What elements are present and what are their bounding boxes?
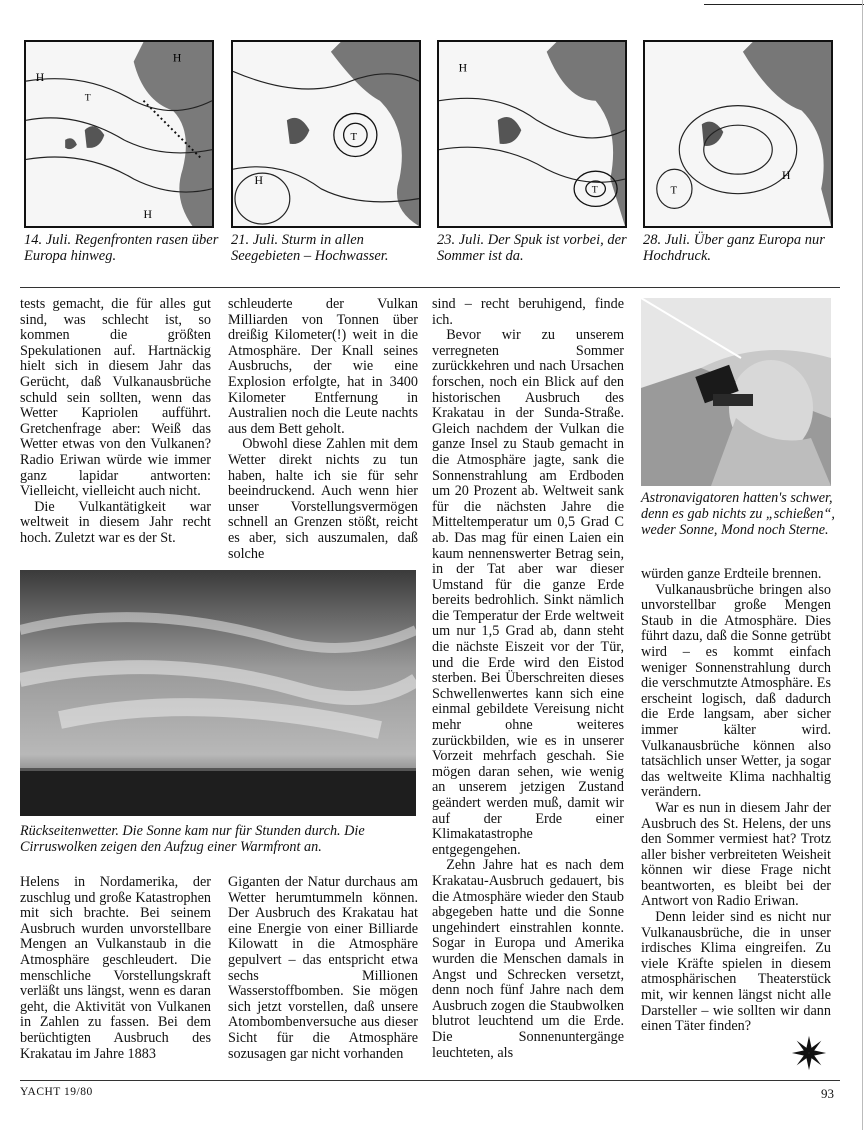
map-caption-4: 28. Juli. Über ganz Europa nur Hochdruck.: [643, 232, 825, 264]
svg-text:H: H: [172, 51, 182, 65]
weather-map-july-14: [24, 40, 214, 228]
paragraph: War es nun in diesem Jahr der Ausbruch des St. Helens, der uns den Sommer vermiest hat? Trotz aller bisher verbreiteten Weisheit können wir diese Frage nicht beantworten, es bleibt bei der Antwort von Radio Eriwan.: [641, 799, 831, 910]
starburst-logo-icon: [790, 1034, 828, 1072]
paragraph: Bevor wir zu unserem verregneten Sommer zurückkehren und nach Ursachen forschen, noch ein Blick auf den historischen Ausbruch des Krakatau in der Sunda-Straße. Gleich nachdem der Vulkan die ganze Insel zu Staub gemacht in die Atmosphäre jagte, sank die Sonnenstrahlung am Erdboden um 20 Prozent ab. Weltweit sank für die nächsten Jahre die Mitteltemperatur um 0,5 Grad C ab. Das mag für einen Laien ein kaum nennenswerter Betrag sein, in der Tat aber war dieser Umstand für die ganze Erde bereits bedrohlich. Sinkt nämlich die Temperatur der Erde weltweit um nur 1,5 Grad ab, dann steht die nächste Eiszeit vor der Tür, und die Erde wird den Eistod sterben. Bei Überschreiten dieses Schwellenwertes kann sich eine einmal gebildete Vereisung nicht mehr ohne weiteres zurückbilden, wie es in unserer Vorzeit mehrfach geschah. Sie mögen daran sehen, wie wenig an unserem jetzigen Zustand geändert werden muß, damit wir auf der Erde einer Klimakatastrophe entgegengehen.: [432, 327, 624, 858]
svg-text:T: T: [84, 92, 91, 104]
sky-photo-caption: Rückseitenwetter. Die Sonne kam nur für Stunden durch. Die Cirruswolken zeigen den Aufzug einer Warmfront an.: [20, 823, 365, 855]
paragraph: würden ganze Erdteile brennen.: [641, 566, 822, 582]
map-caption-1: 14. Juli. Regenfronten rasen über Europa hinweg.: [24, 232, 219, 264]
svg-text:H: H: [143, 208, 152, 222]
paragraph: sind – recht beruhigend, finde ich.: [432, 296, 624, 328]
svg-text:H: H: [35, 71, 45, 85]
column-2-bottom: [228, 875, 418, 1062]
map-caption-2: 21. Juli. Sturm in allen Seegebieten – Hochwasser.: [231, 232, 389, 264]
paragraph: Zehn Jahre hat es nach dem Krakatau-Ausbruch gedauert, bis die Atmosphäre wieder den Staub abgegeben hatte und die Sonne ungehindert einstrahlen konnte. Sogar in Europa und Amerika wurden die Menschen damals in Angst und Schrecken versetzt, denn noch fünf Jahre nach dem Ausbruch zogen die Staubwolken blutrot leuchtend um die Erde. Die Sonnenuntergänge leuchteten, als: [432, 857, 624, 1061]
paragraph: Denn leider sind es nicht nur Vulkanausbrüche, die in unser irdisches Klima eingreifen. Zu viele Kräfte spielen in diesem atmosphärischen Theaterstück mit, wir kennen längst nicht alle Darsteller – wie sollten wir dann einen Täter finden?: [641, 909, 831, 1035]
weather-map-july-23: [437, 40, 627, 228]
paragraph: schleuderte der Vulkan Milliarden von Tonnen über dreißig Kilometer(!) weit in die Atmosphäre. Der Knall seines Ausbruchs, der wie eine Explosion erfolgte, hat in 3400 Kilometer Entfernung in Australien noch die Leute nachts aus dem Bett geholt.: [228, 296, 418, 437]
svg-text:T: T: [670, 184, 678, 197]
paragraph: Vulkanausbrüche bringen also unvorstellbar große Mengen Staub in die Atmosphäre. Dies führt dazu, daß die Sonne getrübt wird – es kommt einfach weniger Sonnenstrahlung durch die verschmutzte Atmosphäre. Es erscheint logisch, daß dadurch die Erde langsam, aber sicher immer kälter wird. Vulkanausbrüche können also tatsächlich unser Wetter, ja sogar das weltweite Klima nachhaltig verändern.: [641, 581, 831, 801]
footer-divider: [20, 1080, 840, 1081]
svg-text:H: H: [458, 61, 468, 75]
paragraph: Helens in Nordamerika, der zuschlug und große Katastrophen mit sich brachte. Bei seinem Ausbruch wurden unvorstellbare Mengen an Vulkanstaub in die Atmosphäre geschleudert. Die menschliche Vorstellungskraft verläßt uns längst, wenn es daran geht, die Aktivität von Vulkanen in Zahlen zu fassen. Bei dem berüchtigten Ausbruch des Krakatau im Jahre 1883: [20, 874, 211, 1062]
column-2-top: [228, 297, 418, 562]
sky-photo: [20, 570, 416, 816]
svg-text:H: H: [782, 169, 791, 183]
navigator-photo: [641, 298, 831, 486]
svg-text:T: T: [350, 130, 358, 143]
weather-map-july-28: [643, 40, 833, 228]
paragraph: Giganten der Natur durchaus am Wetter herumtummeln können. Der Ausbruch des Krakatau hat eine Energie von einer Billiarde Kilowatt in die Atmosphäre gepulvert – das entspricht etwa sechs Millionen Wasserstoffbomben. Sie mögen sich jetzt vorstellen, daß unsere Atombombenversuche aus dieser Sicht für die Atmosphäre sozusagen gar nicht vorhanden: [228, 874, 418, 1062]
top-rule: [704, 4, 864, 5]
page-number: 93: [821, 1086, 834, 1101]
paragraph: tests gemacht, die für alles gut sind, was schlecht ist, so kommen die größten Spekulationen auf. Hartnäckig hielt sich in diesem Jahr das Gerücht, daß Vulkanausbrüche schuld sein sollten, wenn das Wetter Kapriolen aufführt. Gretchenfrage aber: Weiß das Wetter etwas von den Vulkanen? Radio Eriwan würde wie immer ganz lapidar antworten: Vielleicht, vielleicht auch nicht.: [20, 296, 211, 500]
column-1-top: [20, 297, 211, 547]
svg-text:T: T: [591, 184, 598, 196]
column-3: [432, 297, 624, 1061]
magazine-footer: YACHT 19/80: [20, 1086, 93, 1098]
paragraph: Die Vulkantätigkeit war weltweit in diesem Jahr recht hoch. Zuletzt war es der St.: [20, 498, 211, 546]
page-edge-line: [862, 0, 863, 1130]
navigator-photo-caption: Astronavigatoren hatten's schwer, denn es gab nichts zu „schießen“, weder Sonne, Mond noch Sterne.: [641, 490, 835, 538]
header-divider: [20, 287, 840, 288]
column-1-bottom: [20, 875, 211, 1062]
svg-text:H: H: [254, 173, 264, 187]
paragraph: Obwohl diese Zahlen mit dem Wetter direkt nichts zu tun haben, halte ich sie für sehr beeindruckend. Auch wenn hier unser Vorstellungsvermögen schnell an Grenzen stößt, reicht es aber, sich auszumalen, daß solche: [228, 436, 418, 562]
column-4: [641, 567, 831, 1035]
map-caption-3: 23. Juli. Der Spuk ist vorbei, der Sommer ist da.: [437, 232, 627, 264]
weather-map-july-21: [231, 40, 421, 228]
